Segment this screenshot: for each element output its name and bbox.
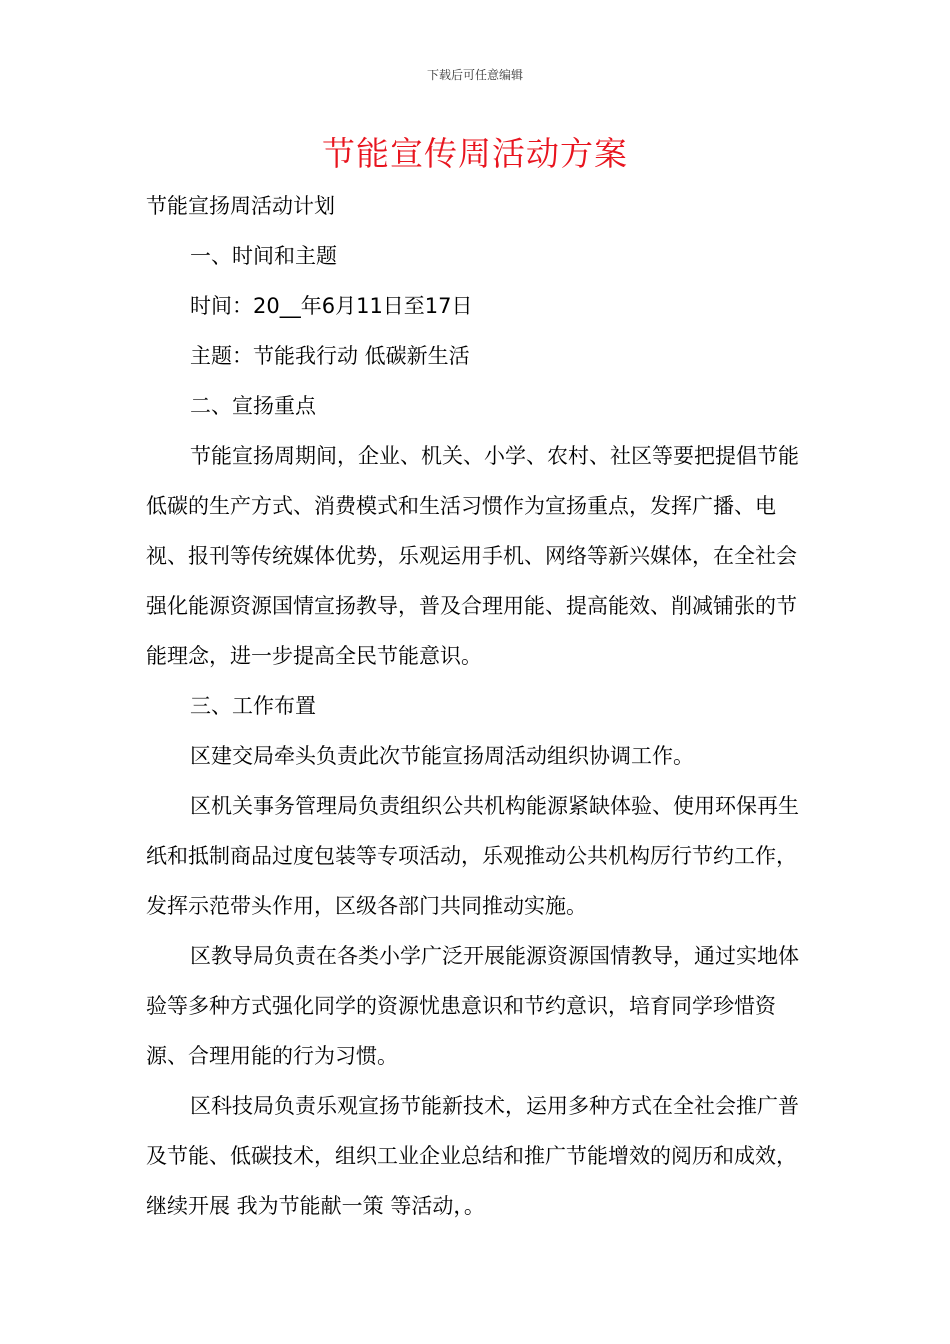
section-heading-arrangement: 三、工作布置 [190, 694, 316, 718]
paragraph-time: 时间：20__年6月11日至17日 [190, 294, 473, 318]
paragraph-theme: 主题：节能我行动 低碳新生活 [190, 344, 470, 368]
paragraph-education-bureau: 区教导局负责在各类小学广泛开展能源资源国情教导，通过实地体验等多种方式强化同学的资源忧患意识和节约意识，培育同学珍惜资源、合理用能的行为习惯。 [146, 944, 799, 1068]
paragraph-construction-bureau: 区建交局牵头负责此次节能宣扬周活动组织协调工作。 [190, 744, 694, 768]
document-title: 节能宣传周活动方案 [322, 134, 628, 173]
document-subtitle: 节能宣扬周活动计划 [146, 194, 335, 218]
document-body [146, 181, 816, 1231]
section-heading-focus: 二、宣扬重点 [190, 394, 316, 418]
paragraph-affairs-bureau: 区机关事务管理局负责组织公共机构能源紧缺体验、使用环保再生纸和抵制商品过度包装等专项活动，乐观推动公共机构厉行节约工作，发挥示范带头作用，区级各部门共同推动实施。 [146, 794, 799, 918]
header-note: 下载后可任意编辑 [426, 68, 523, 82]
section-heading-time: 一、时间和主题 [190, 244, 337, 268]
paragraph-focus: 节能宣扬周期间，企业、机关、小学、农村、社区等要把提倡节能低碳的生产方式、消费模式和生活习惯作为宣扬重点，发挥广播、电视、报刊等传统媒体优势，乐观运用手机、网络等新兴媒体，在全社会强化能源资源国情宣扬教导，普及合理用能、提高能效、削减铺张的节能理念，进一步提高全民节能意识。 [146, 444, 799, 668]
paragraph-technology-bureau: 区科技局负责乐观宣扬节能新技术，运用多种方式在全社会推广普及节能、低碳技术，组织工业企业总结和推广节能增效的阅历和成效，继续开展 我为节能献一策 等活动，。 [146, 1094, 799, 1218]
